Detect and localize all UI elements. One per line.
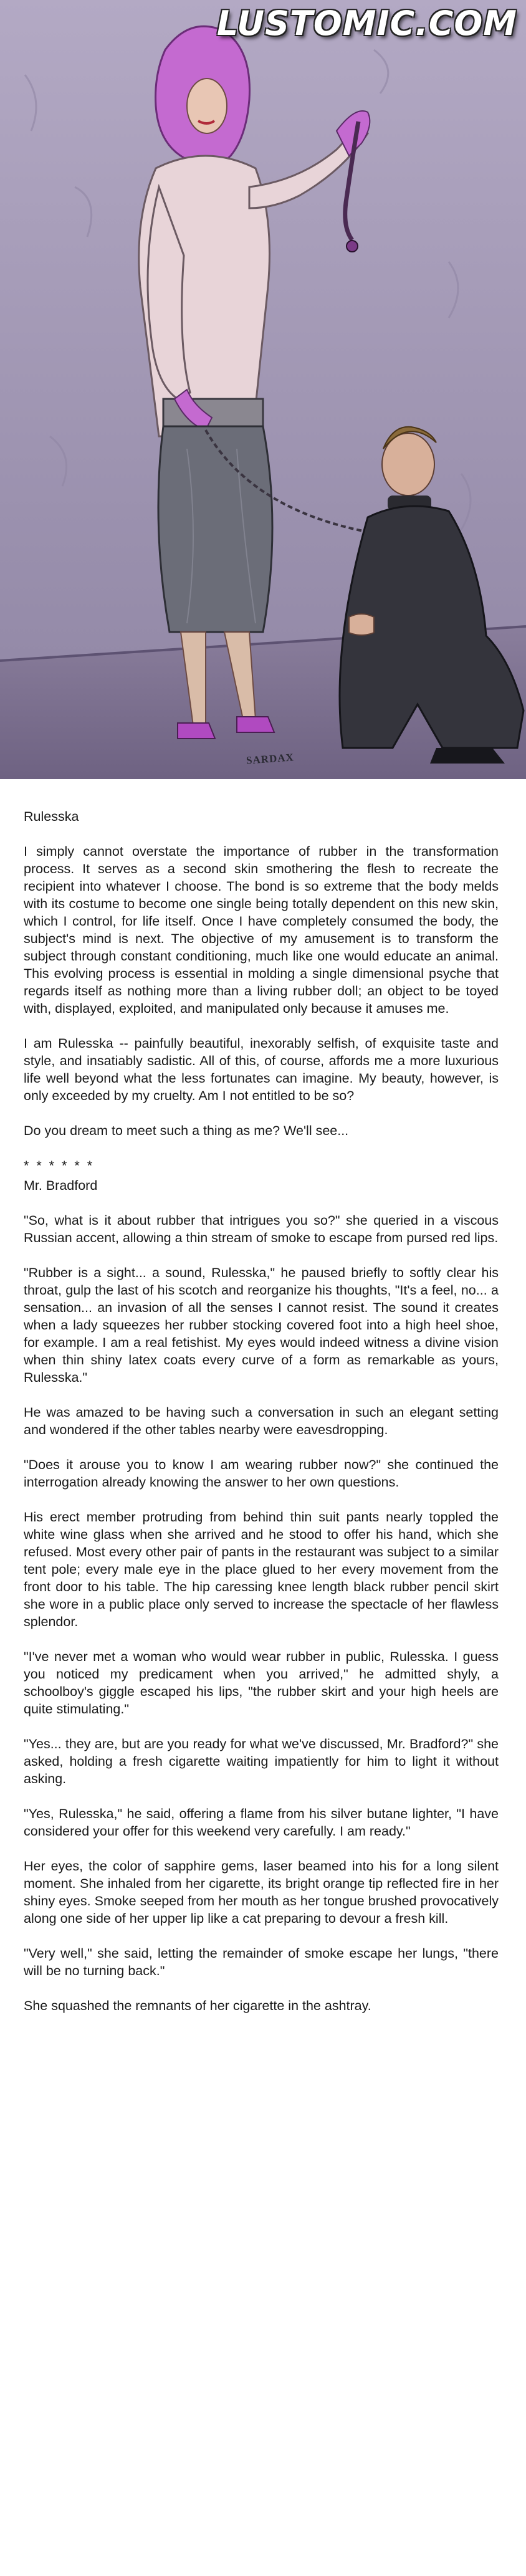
- man-head: [382, 433, 434, 496]
- story-paragraph: He was amazed to be having such a conversation in such an elegant setting and wondered if the other tables nearby were eavesdropping.: [24, 1405, 499, 1437]
- speaker-heading-bradford: Mr. Bradford: [24, 1178, 98, 1193]
- story-paragraph: "Does it arouse you to know I am wearing rubber now?" she continued the interrogation already knowing the answer to her own questions.: [24, 1457, 499, 1490]
- story-paragraph: I simply cannot overstate the importance of rubber in the transformation process. It serves as a second skin smothering the flesh to recreate the recipient into whatever I choose. The bond is so extreme that the body melds with its costume to become one single being totally dependent on this new skin, which I control, for life itself. Once I have completely consumed the body, the subject's mind is next. The objective of my amusement is to transform the subject through constant conditioning, much like one would educate an animal. This evolving process is essential in molding a single dimensional psyche that regards itself as nothing more than a living rubber doll; an object to be toyed with, displayed, exploited, and manipulated only because it amuses me.: [24, 844, 499, 1016]
- story-paragraph: His erect member protruding from behind thin suit pants nearly toppled the white wine glass when she arrived and he stood to offer his hand, which she refused. Most every other pair of pants in the restaurant was subject to a similar tent pole; every male eye in the place glued to her every movement from the front door to his table. The hip caressing knee length black rubber pencil skirt she wore in a public place only served to increase the spectacle of her flawless splendor.: [24, 1510, 499, 1629]
- story-paragraph: "I've never met a woman who would wear rubber in public, Rulesska. I guess you noticed my predicament when you arrived," he admitted shyly, a schoolboy's giggle escaped his lips, "the rubber skirt and your high heels are quite stimulating.": [24, 1649, 499, 1717]
- story-paragraph: "Rubber is a sight... a sound, Rulesska," he paused briefly to softly clear his throat, gulp the last of his scotch and reorganize his thoughts, "It's a feel, no... a sensation... an invasion of all the senses I cannot resist. The sound it creates when a lady squeezes her rubber stocking covered foot into a high heel shoe, for example. I am a real fetishist. My eyes would indeed witness a divine vision when thin shiny latex coats every curve of a form as remarkable as yours, Rulesska.": [24, 1265, 499, 1385]
- artist-signature: SARDAX: [246, 751, 295, 767]
- pencil-skirt: [158, 426, 272, 632]
- story-paragraph: "So, what is it about rubber that intrigues you so?" she queried in a viscous Russian accent, allowing a thin stream of smoke to escape from pursed red lips.: [24, 1213, 499, 1245]
- story-paragraph: I am Rulesska -- painfully beautiful, inexorably selfish, of exquisite taste and style, and insatiably sadistic. All of this, of course, affords me a more luxurious life well beyond what the less fortunates can imagine. My beauty, however, is only exceeded by my cruelty. Am I not entitled to be so?: [24, 1036, 499, 1103]
- cover-illustration: [0, 0, 526, 779]
- story-paragraph: Do you dream to meet such a thing as me? We'll see...: [24, 1123, 349, 1138]
- story-paragraph: She squashed the remnants of her cigarette in the ashtray.: [24, 1998, 371, 2013]
- story-paragraph: "Yes, Rulesska," he said, offering a flame from his silver butane lighter, "I have considered your offer for this weekend very carefully. I am ready.": [24, 1806, 499, 1839]
- section-separator: * * * * * *: [24, 1158, 95, 1173]
- man-hands: [349, 614, 374, 635]
- story-paragraph: "Yes... they are, but are you ready for what we've discussed, Mr. Bradford?" she asked, holding a fresh cigarette waiting impatiently for him to light it without asking.: [24, 1736, 499, 1786]
- speaker-heading-rulesska: Rulesska: [24, 809, 79, 824]
- illustration-artwork: [0, 0, 526, 779]
- site-logo[interactable]: LUSTOMIC.COM: [216, 4, 517, 43]
- story-paragraph: "Very well," she said, letting the remainder of smoke escape her lungs, "there will be no turning back.": [24, 1946, 499, 1978]
- story-text: [24, 808, 499, 2032]
- face: [187, 79, 227, 133]
- story-paragraph: Her eyes, the color of sapphire gems, laser beamed into his for a long silent moment. She inhaled from her cigarette, its bright orange tip reflected fire in her shiny eyes. Smoke seeped from her mouth as her tongue brushed provocatively along one side of her upper lip like a cat preparing to devour a fresh kill.: [24, 1859, 499, 1926]
- man-shoes: [430, 748, 505, 764]
